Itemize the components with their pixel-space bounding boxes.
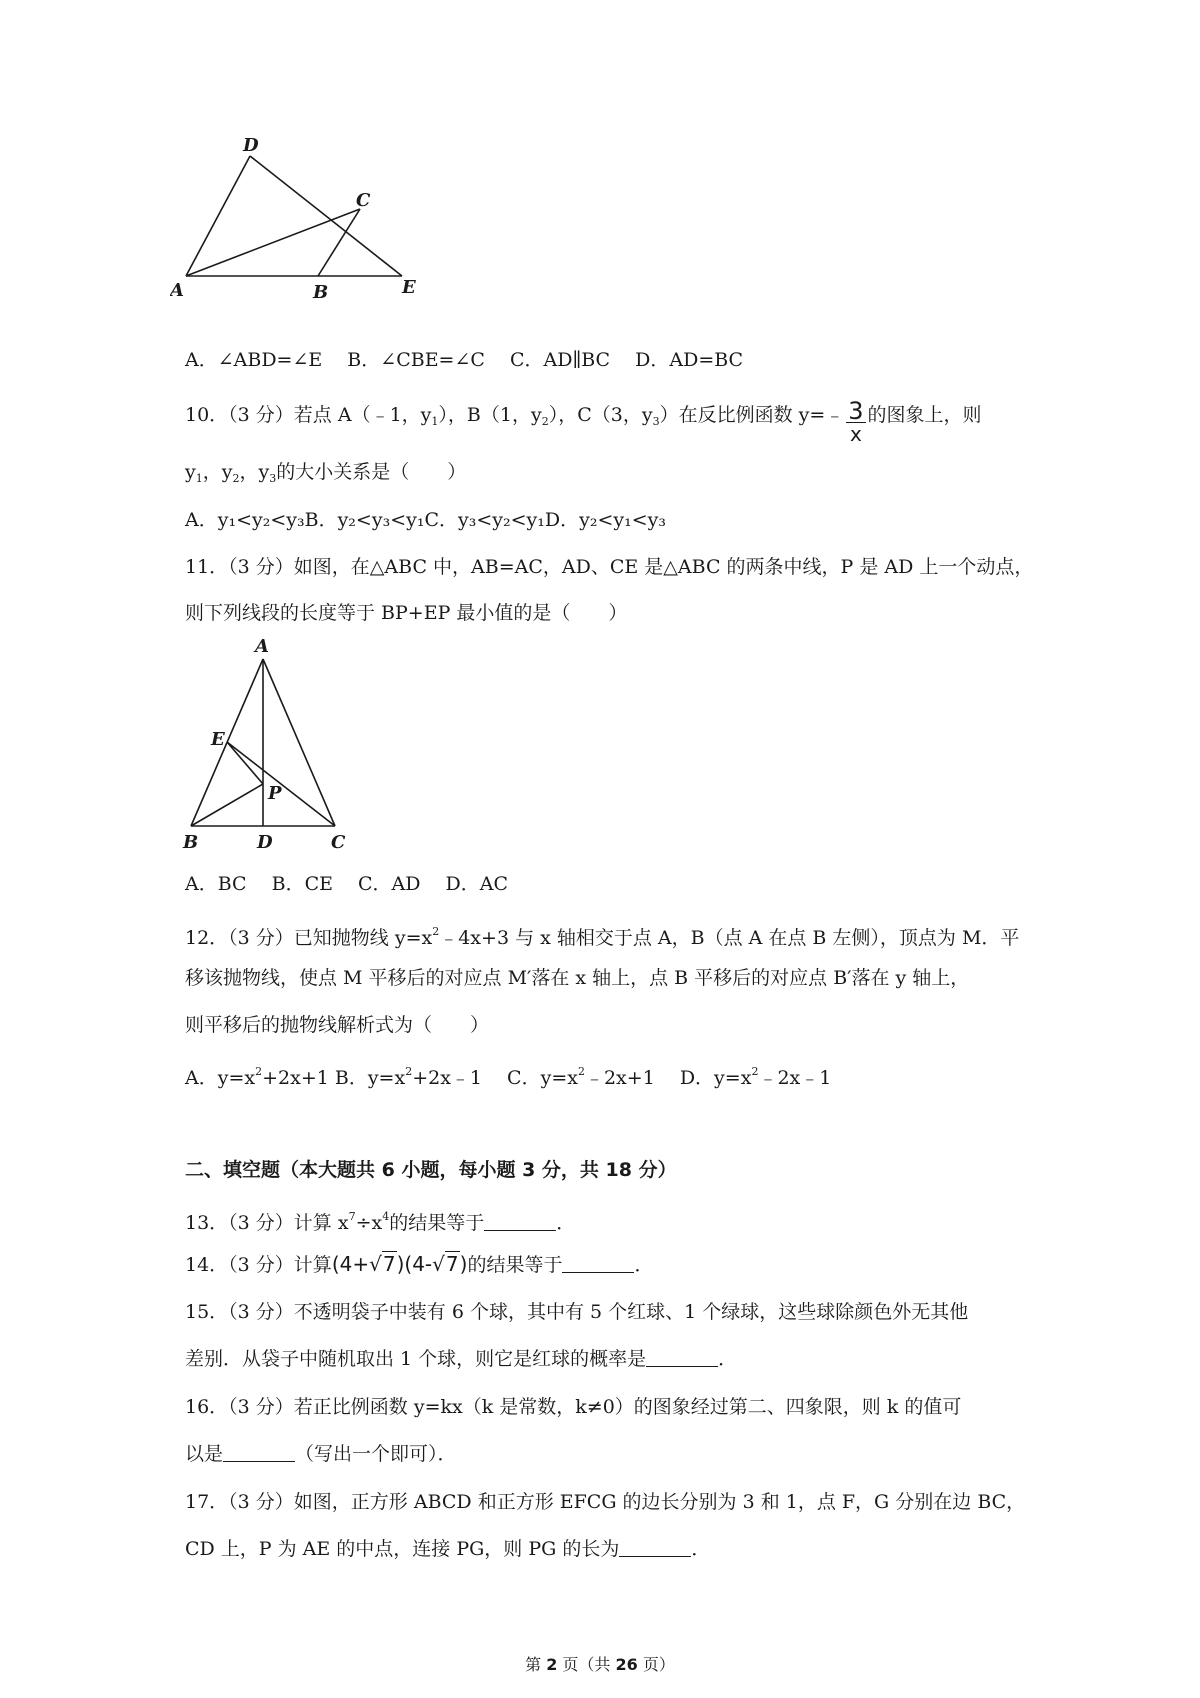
q15-line2b: ． [718, 1348, 738, 1370]
q14-c: 的结果等于 [467, 1254, 563, 1276]
footer-pre: 第 [525, 1655, 542, 1674]
section-heading-fill-in: 二、填空题（本大题共 6 小题，每小题 3 分，共 18 分） [185, 1159, 677, 1181]
q10-text-a: 10．（3 分）若点 A（﹣1，y [185, 404, 432, 426]
label-d: D [243, 135, 259, 156]
q16-line2a: 以是 [185, 1443, 224, 1465]
q10-l2-y3: ，y [239, 461, 270, 483]
label-b: B [313, 282, 329, 303]
label-a2: A [255, 636, 269, 657]
q16-line2 [185, 1442, 457, 1466]
q10-l2-y1: y [185, 461, 196, 483]
q12-opt-d-sup: 2 [751, 1065, 759, 1078]
q12-l1-b: ﹣4x+3 与 x 轴相交于点 A，B（点 A 在点 B 左侧），顶点为 M．平 [439, 927, 1020, 949]
q10-l2-sub2: 2 [232, 472, 240, 485]
q10-l2-sub3: 3 [269, 472, 277, 485]
q15-line2 [185, 1347, 737, 1371]
q12-opt-b-sup: 2 [405, 1065, 413, 1078]
q11-options: A．BC B．CE C．AD D．AC [185, 873, 509, 895]
q12-opt-a-sup: 2 [255, 1065, 263, 1078]
fraction-denominator: x [849, 422, 862, 446]
label-d2: D [257, 832, 273, 853]
q13-sup2: 4 [382, 1210, 390, 1223]
q10-l2-sub1: 1 [195, 472, 203, 485]
q15-line1: 15．（3 分）不透明袋子中装有 6 个球，其中有 5 个红球、1 个绿球，这些球除颜色外无其他 [185, 1301, 969, 1323]
fraction-3-over-x [846, 397, 865, 446]
q10-text-b: ），B（1，y [438, 404, 542, 426]
q17-line2 [185, 1537, 710, 1561]
page-footer [0, 1652, 1200, 1675]
q17-line1: 17．（3 分）如图，正方形 ABCD 和正方形 EFCG 的边长分别为 3 和 1，点 F，G 分别在边 BC， [185, 1491, 1026, 1513]
footer-page-number: 2 [546, 1655, 558, 1674]
radicand-2: 7 [445, 1252, 459, 1276]
q13-b: ÷x [355, 1212, 383, 1234]
q9-options: A．∠ABD=∠E B．∠CBE=∠C C．AD∥BC D．AD=BC [185, 349, 744, 371]
q12-opt-c: +2x﹣1 C．y=x [412, 1067, 578, 1089]
label-b2: B [183, 832, 199, 853]
q10-l2-y2: ，y [202, 461, 233, 483]
q14-expr2: )(4- [396, 1252, 433, 1276]
answer-blank [562, 1254, 634, 1273]
q10-line2 [185, 460, 466, 491]
q14-d: ． [634, 1254, 654, 1276]
q11-line2: 则下列线段的长度等于 BP+EP 最小值的是（ ） [185, 602, 628, 624]
q10-sub3: 3 [652, 415, 660, 428]
q15-line2a: 差别．从袋子中随机取出 1 个球，则它是红球的概率是 [185, 1348, 647, 1370]
radicand-1: 7 [382, 1252, 396, 1276]
figure-triangle-abde [170, 135, 460, 325]
q12-opt-d: ﹣2x+1 D．y=x [584, 1067, 752, 1089]
q14-expr1: (4+ [331, 1252, 370, 1276]
label-a: A [170, 280, 184, 301]
label-e2: E [211, 729, 225, 750]
q12-opt-a: A．y=x [185, 1067, 256, 1089]
q10-l2-rest: 的大小关系是（ ） [276, 461, 467, 483]
q13-line [185, 1205, 575, 1235]
answer-blank [484, 1212, 556, 1231]
q10-line1 [185, 397, 982, 446]
label-p: P [268, 783, 282, 804]
q17-line2a: CD 上，P 为 AE 的中点，连接 PG，则 PG 的长为 [185, 1538, 620, 1560]
q12-opt-d-end: ﹣2x﹣1 [758, 1067, 832, 1089]
answer-blank [619, 1538, 691, 1557]
q14-expr3: ) [459, 1252, 468, 1276]
q16-line1: 16．（3 分）若正比例函数 y=kx（k 是常数，k≠0）的图象经过第二、四象限，则 k 的值可 [185, 1396, 962, 1418]
q14-a: 14．（3 分）计算 [185, 1254, 332, 1276]
footer-mid: 页（共 [562, 1655, 611, 1674]
sqrt-icon: √ [369, 1252, 382, 1276]
q13-d: ． [556, 1212, 576, 1234]
radical-expression [332, 1252, 468, 1276]
q12-line3: 则平移后的抛物线解析式为（ ） [185, 1014, 490, 1036]
q10-options: A．y₁<y₂<y₃B．y₂<y₃<y₁C．y₃<y₂<y₁D．y₂<y₁<y₃ [185, 509, 667, 531]
footer-post: 页） [642, 1655, 675, 1674]
q10-text-c: ），C（3，y [548, 404, 653, 426]
answer-blank [223, 1443, 295, 1462]
answer-blank [646, 1348, 718, 1367]
q12-l1-a: 12．（3 分）已知抛物线 y=x [185, 927, 433, 949]
q10-sub1: 1 [431, 415, 439, 428]
q12-line1 [185, 920, 1019, 950]
label-c: C [356, 190, 371, 211]
sqrt-icon: √ [432, 1252, 445, 1276]
q16-line2b: （写出一个即可）． [295, 1443, 457, 1465]
label-e: E [402, 277, 416, 298]
fraction-numerator: 3 [848, 397, 864, 425]
q12-l1-sup: 2 [432, 925, 440, 938]
q13-sup1: 7 [348, 1210, 356, 1223]
q11-line1: 11．（3 分）如图，在△ABC 中，AB=AC，AD、CE 是△ABC 的两条中线，P 是 AD 上一个动点， [185, 556, 1034, 578]
q13-a: 13．（3 分）计算 x [185, 1212, 349, 1234]
q10-text-d: ）在反比例函数 y=﹣ [659, 404, 845, 426]
q10-sub2: 2 [541, 415, 549, 428]
figure-triangle-abc-medians [175, 632, 375, 860]
label-c2: C [331, 832, 346, 853]
q12-line2: 移该抛物线，使点 M 平移后的对应点 M′落在 x 轴上，点 B 平移后的对应点 B′落在 y 轴上， [185, 967, 970, 989]
q12-options [185, 1060, 831, 1090]
q17-line2b: ． [691, 1538, 711, 1560]
q13-c: 的结果等于 [389, 1212, 485, 1234]
q12-opt-b: +2x+1 B．y=x [262, 1067, 406, 1089]
q12-opt-c-sup: 2 [577, 1065, 585, 1078]
q10-text-e: 的图象上，则 [867, 404, 982, 426]
footer-total-pages: 26 [615, 1655, 638, 1674]
q14-line [185, 1252, 653, 1277]
